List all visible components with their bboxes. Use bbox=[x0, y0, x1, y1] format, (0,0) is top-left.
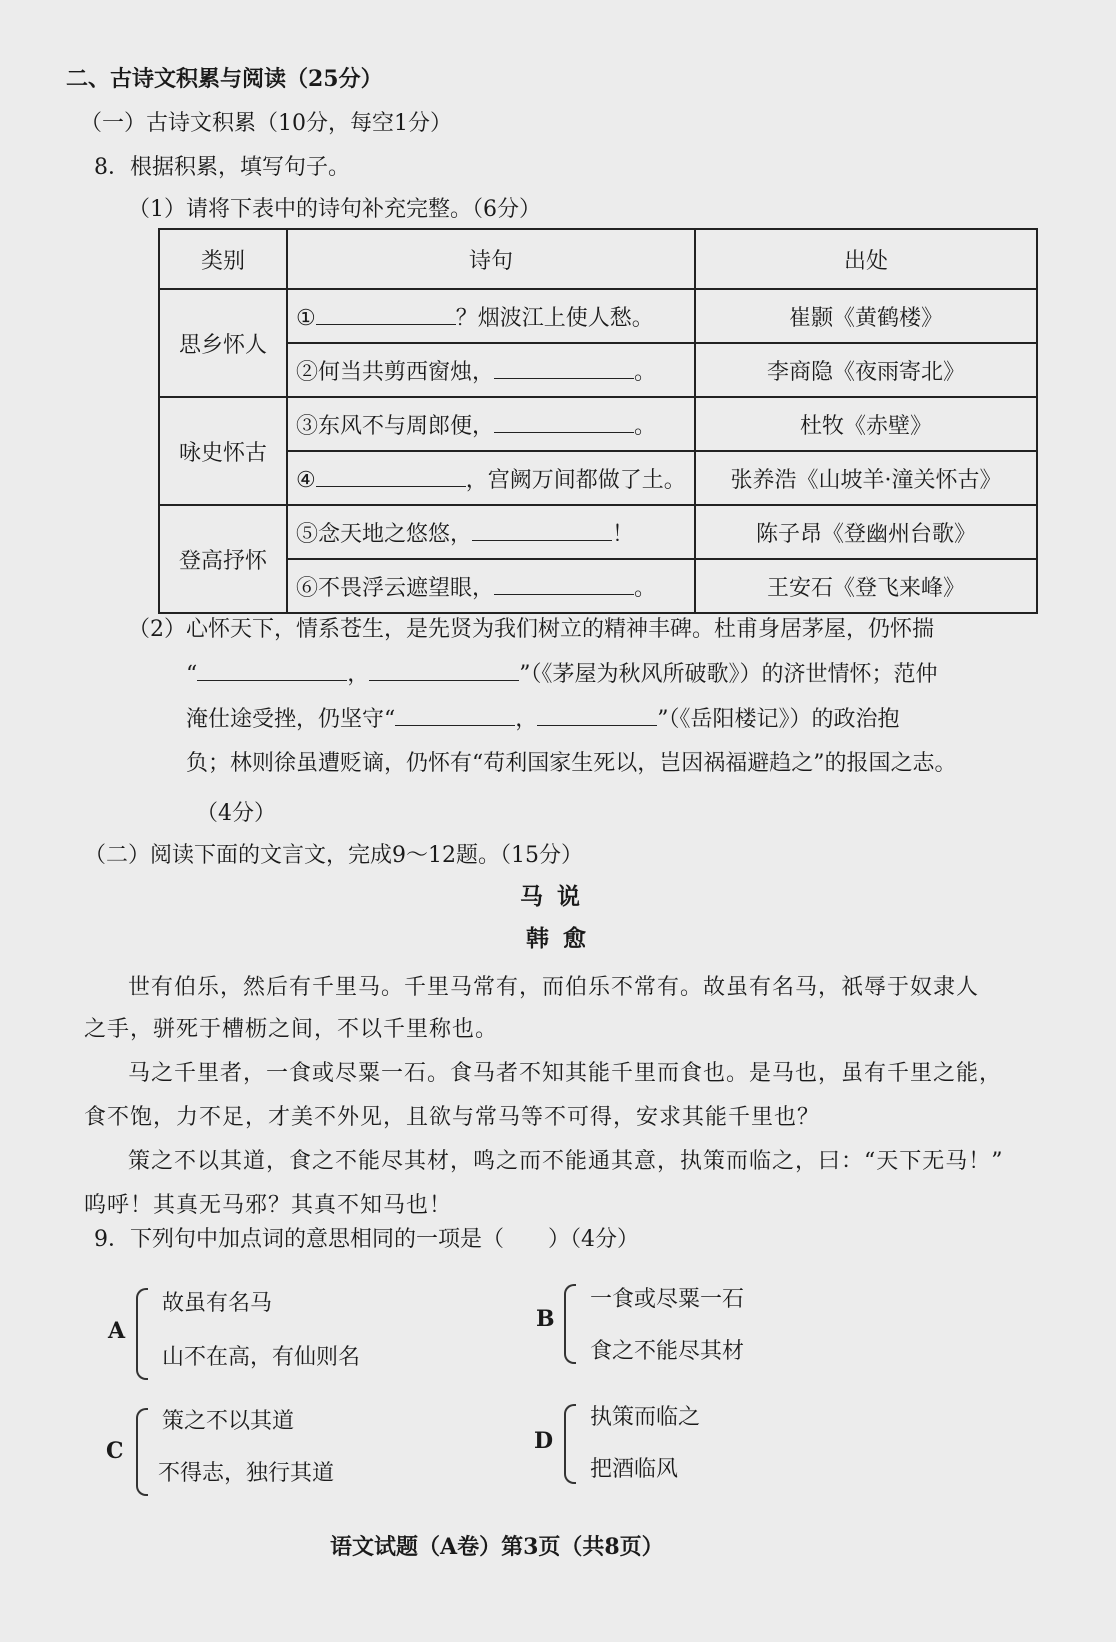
option-a-label[interactable]: A bbox=[108, 1318, 126, 1344]
line-rest: ”（《岳阳楼记》）的政治抱 bbox=[657, 707, 900, 732]
question-8: 8．根据积累，填写句子。 bbox=[94, 155, 350, 180]
answer-blank[interactable] bbox=[494, 410, 634, 433]
passage-p3-line2: 呜呼！其真无马邪？其真不知马也！ bbox=[84, 1193, 453, 1218]
source-cell: 杜牧《赤壁》 bbox=[695, 397, 1037, 451]
line-suffix: 。 bbox=[634, 413, 657, 439]
poem-line-cell bbox=[287, 397, 695, 451]
q8-2-line1: （2）心怀天下，情系苍生，是先贤为我们树立的精神丰碑。杜甫身居茅屋，仍怀揣 bbox=[128, 617, 934, 642]
answer-blank[interactable] bbox=[494, 356, 634, 379]
q8-2-score: （4分） bbox=[196, 801, 276, 826]
option-d-line1: 执策而临之 bbox=[590, 1405, 701, 1430]
category-cell: 登高抒怀 bbox=[159, 505, 287, 613]
line-prefix: ②何当共剪西窗烛， bbox=[296, 359, 495, 385]
q8-2-line4: 负；林则徐虽遭贬谪，仍怀有“苟利国家生死以，岂因祸福避趋之”的报国之志。 bbox=[186, 751, 957, 776]
page-footer: 语文试题（A卷）第3页（共8页） bbox=[330, 1534, 664, 1560]
option-b-line2: 食之不能尽其材 bbox=[590, 1339, 745, 1364]
option-b-line1: 一食或尽粟一石 bbox=[590, 1287, 745, 1312]
header-source: 出处 bbox=[695, 229, 1037, 289]
table-row bbox=[159, 559, 1037, 613]
option-a-line1: 故虽有名马 bbox=[162, 1291, 273, 1316]
answer-blank[interactable] bbox=[369, 658, 519, 681]
answer-blank[interactable] bbox=[472, 518, 612, 541]
table-header-row bbox=[159, 229, 1037, 289]
poem-table bbox=[158, 228, 1038, 614]
table-row bbox=[159, 397, 1037, 451]
table-row bbox=[159, 343, 1037, 397]
source-cell: 张养浩《山坡羊·潼关怀古》 bbox=[695, 451, 1037, 505]
brace-d bbox=[564, 1404, 576, 1484]
option-d-line2: 把酒临风 bbox=[590, 1457, 679, 1482]
poem-line-cell bbox=[287, 289, 695, 343]
passage-author: 韩愈 bbox=[526, 925, 600, 952]
brace-c bbox=[136, 1408, 148, 1496]
passage-p2-line2: 食不饱，力不足，才美不外见，且欲与常马等不可得，安求其能千里也？ bbox=[84, 1105, 821, 1130]
source-cell: 王安石《登飞来峰》 bbox=[695, 559, 1037, 613]
line-prefix: ⑥不畏浮云遮望眼， bbox=[296, 575, 495, 601]
option-b-label[interactable]: B bbox=[536, 1306, 555, 1332]
source-cell: 崔颢《黄鹤楼》 bbox=[695, 289, 1037, 343]
answer-blank[interactable] bbox=[316, 302, 456, 325]
poem-line-cell bbox=[287, 505, 695, 559]
line-suffix: 。 bbox=[634, 359, 657, 385]
passage-p1-line1: 世有伯乐，然后有千里马。千里马常有，而伯乐不常有。故虽有名马，祇辱于奴隶人 bbox=[128, 975, 980, 1000]
question-8-1: （1）请将下表中的诗句补充完整。（6分） bbox=[128, 197, 541, 222]
answer-blank[interactable] bbox=[395, 703, 515, 726]
open-quote: “ bbox=[186, 662, 198, 687]
poem-line-cell bbox=[287, 559, 695, 613]
line-suffix: ！ bbox=[612, 521, 635, 547]
table-row bbox=[159, 505, 1037, 559]
line-suffix: ？烟波江上使人愁。 bbox=[455, 305, 654, 331]
table-row bbox=[159, 451, 1037, 505]
passage-p3-line1: 策之不以其道，食之不能尽其材，鸣之而不能通其意，执策而临之，曰：“天下无马！” bbox=[128, 1149, 1004, 1174]
line-suffix: ，宫阙万间都做了土。 bbox=[465, 467, 686, 493]
header-poem-line: 诗句 bbox=[287, 229, 695, 289]
option-c-label[interactable]: C bbox=[106, 1438, 124, 1464]
comma: ， bbox=[515, 707, 538, 732]
line-prefix: 淹仕途受挫，仍坚守“ bbox=[186, 707, 396, 732]
line-suffix: 。 bbox=[634, 575, 657, 601]
source-cell: 陈子昂《登幽州台歌》 bbox=[695, 505, 1037, 559]
header-category: 类别 bbox=[159, 229, 287, 289]
poem-line-cell bbox=[287, 343, 695, 397]
passage-p1-line2: 之手，骈死于槽枥之间，不以千里称也。 bbox=[84, 1017, 499, 1042]
answer-blank[interactable] bbox=[537, 703, 657, 726]
part2-title: （二）阅读下面的文言文，完成9～12题。（15分） bbox=[84, 843, 583, 868]
line-prefix: ① bbox=[296, 305, 316, 331]
line-prefix: ③东风不与周郎便， bbox=[296, 413, 495, 439]
answer-blank[interactable] bbox=[494, 572, 634, 595]
answer-blank[interactable] bbox=[316, 464, 466, 487]
question-9: 9．下列句中加点词的意思相同的一项是（ ）（4分） bbox=[94, 1227, 639, 1252]
q8-2-line2 bbox=[186, 657, 938, 688]
section-title: 二、古诗文积累与阅读（25分） bbox=[66, 66, 383, 92]
brace-b bbox=[564, 1284, 576, 1364]
line-prefix: ⑤念天地之悠悠， bbox=[296, 521, 473, 547]
option-c-line2: 不得志，独行其道 bbox=[158, 1461, 335, 1486]
answer-blank[interactable] bbox=[197, 658, 347, 681]
passage-p2-line1: 马之千里者，一食或尽粟一石。食马者不知其能千里而食也。是马也，虽有千里之能， bbox=[128, 1061, 1003, 1086]
option-a-line2: 山不在高，有仙则名 bbox=[162, 1345, 361, 1370]
comma: ， bbox=[347, 662, 370, 687]
category-cell: 咏史怀古 bbox=[159, 397, 287, 505]
source-cell: 李商隐《夜雨寄北》 bbox=[695, 343, 1037, 397]
poem-line-cell bbox=[287, 451, 695, 505]
part1-title: （一）古诗文积累（10分，每空1分） bbox=[80, 111, 452, 136]
option-c-line1: 策之不以其道 bbox=[162, 1409, 295, 1434]
line-prefix: ④ bbox=[296, 467, 316, 493]
option-d-label[interactable]: D bbox=[534, 1428, 554, 1454]
line-rest: ”（《茅屋为秋风所破歌》）的济世情怀；范仲 bbox=[519, 662, 938, 687]
category-cell: 思乡怀人 bbox=[159, 289, 287, 397]
table-row bbox=[159, 289, 1037, 343]
q8-2-line3 bbox=[186, 702, 900, 733]
passage-title: 马说 bbox=[520, 883, 594, 910]
brace-a bbox=[136, 1288, 148, 1380]
